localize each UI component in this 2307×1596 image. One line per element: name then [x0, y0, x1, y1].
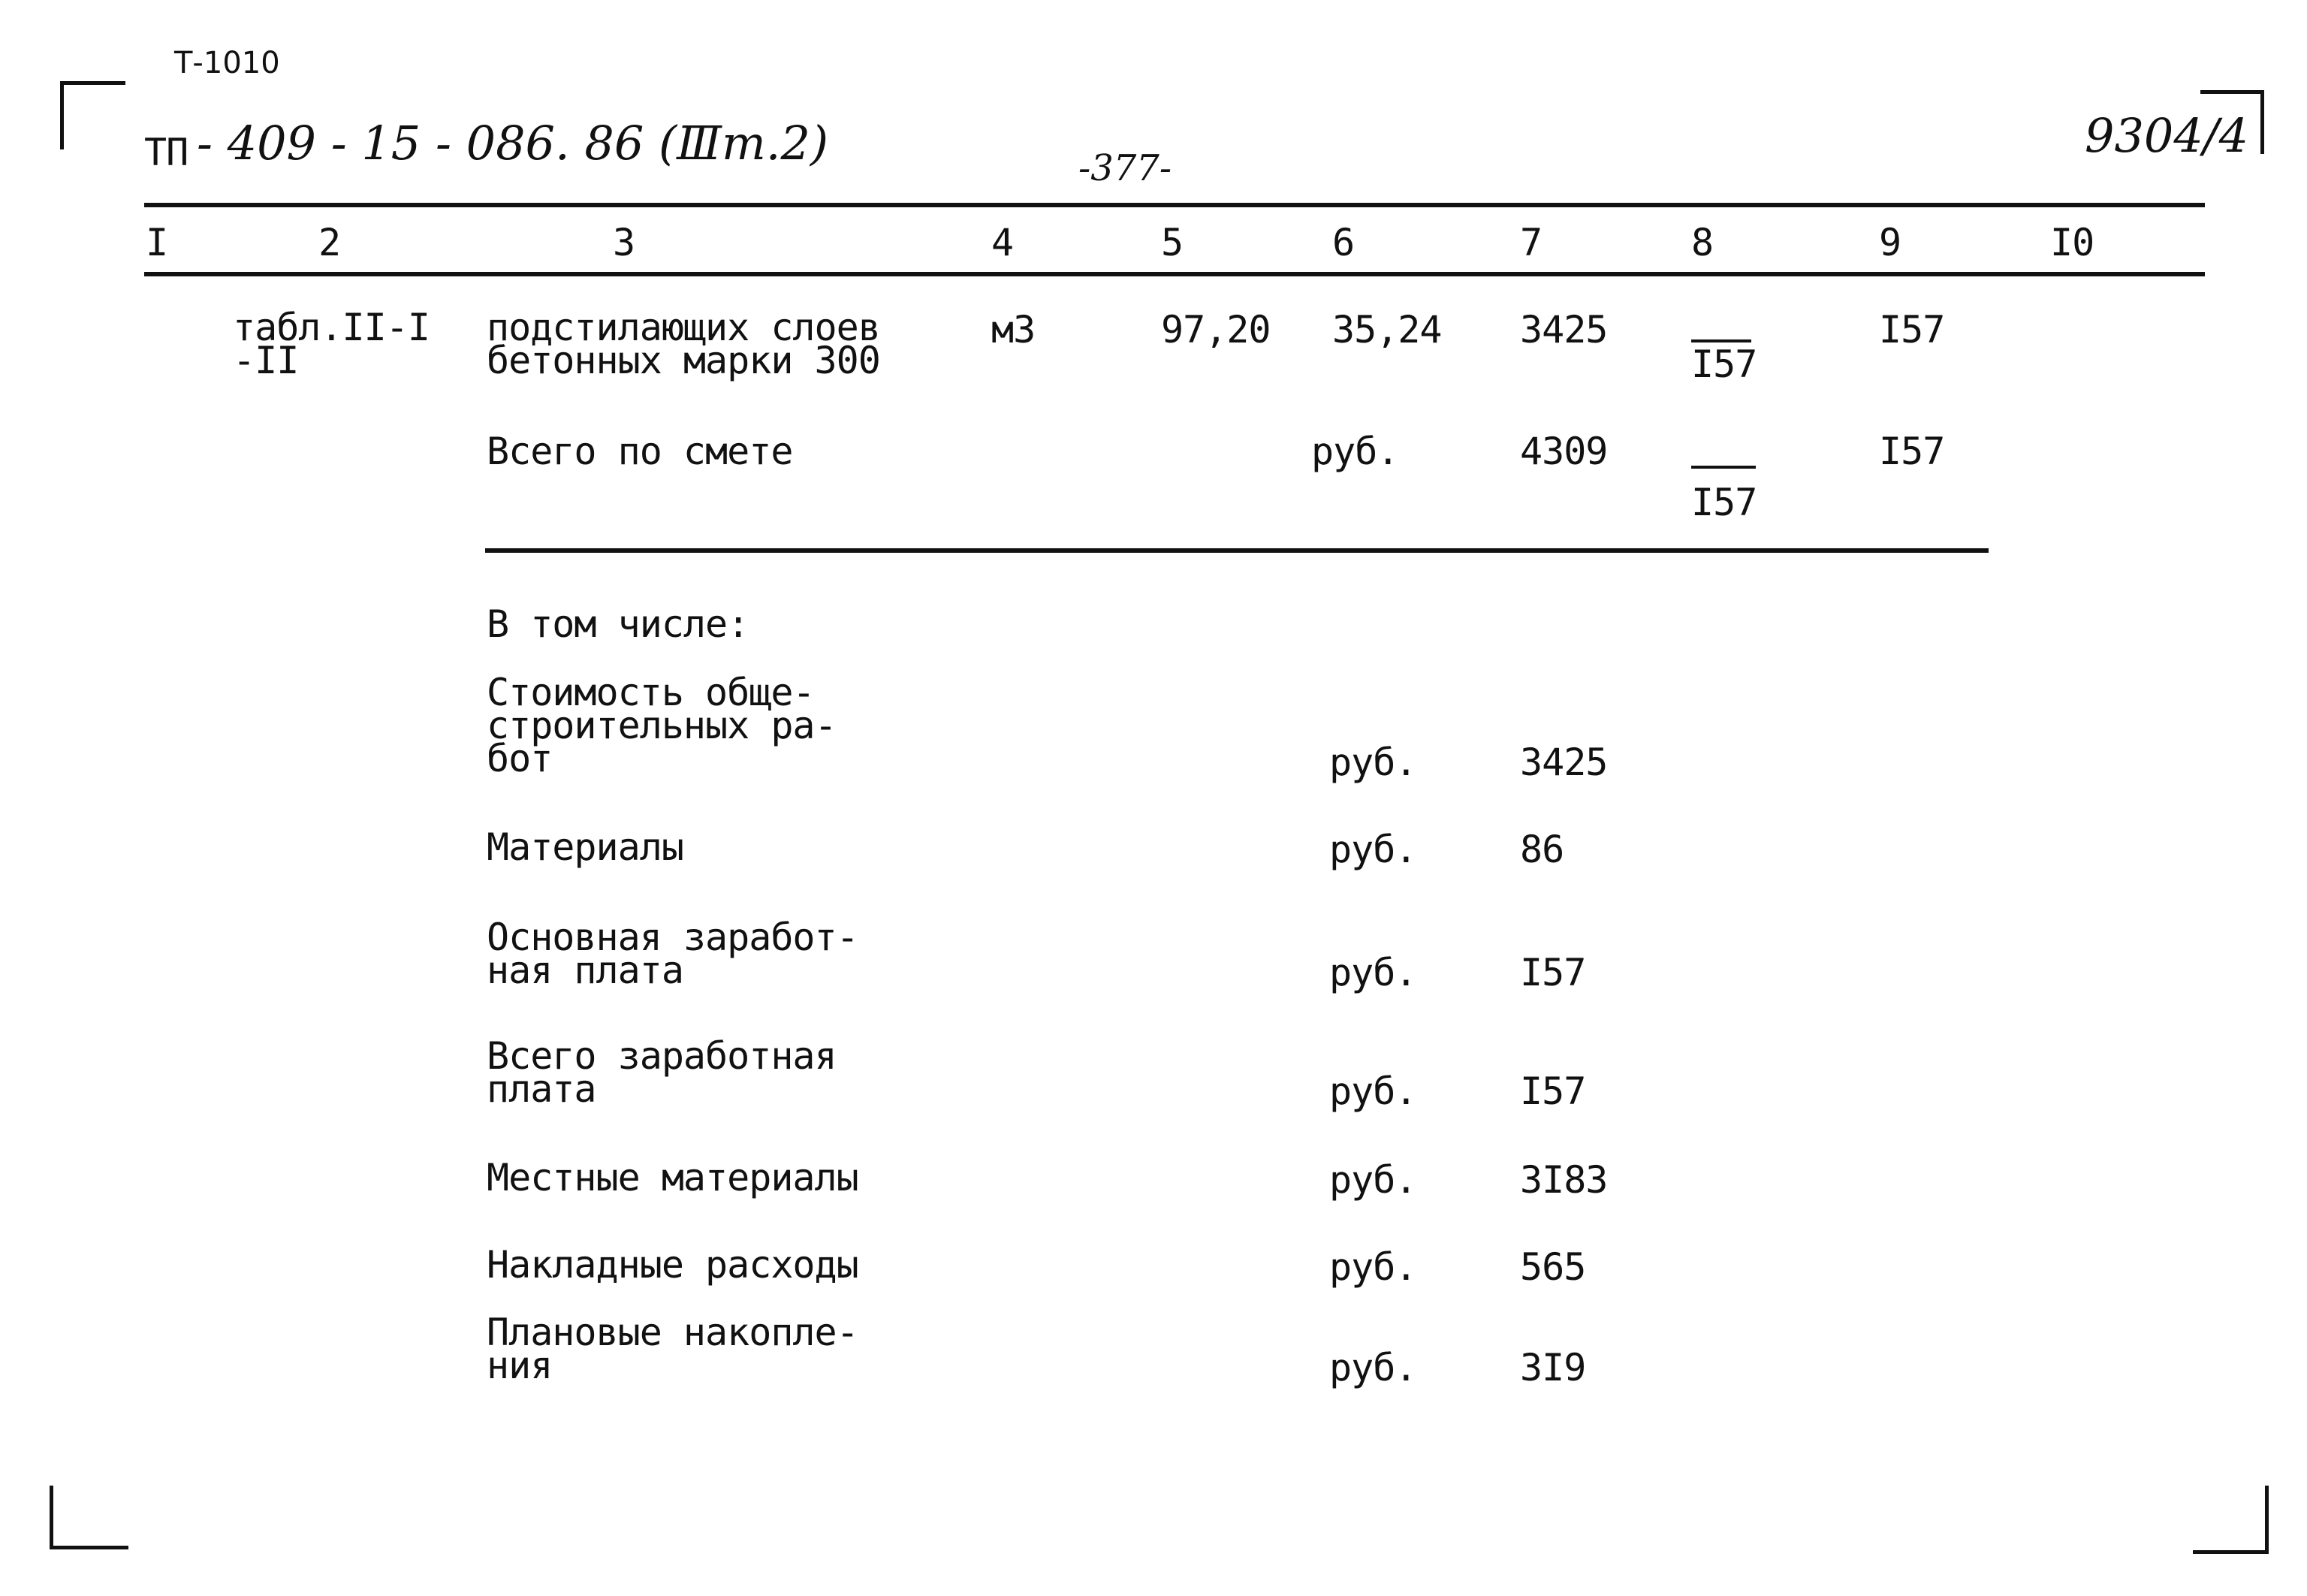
column-number: I	[146, 221, 168, 264]
breakdown-value: 3I9	[1520, 1346, 1586, 1389]
breakdown-value: 3I83	[1520, 1158, 1608, 1202]
entry-name: подстилающих слоев бетонных марки 300	[487, 306, 880, 382]
frame-corner-bottom-right	[2193, 1486, 2269, 1554]
entry-reference: табл.II-I -II	[233, 306, 430, 382]
doc-prefix: ТП	[144, 131, 188, 174]
column-number: 4	[991, 221, 1014, 264]
breakdown-unit: руб.	[1329, 1346, 1417, 1389]
entry-unit-price: 35,24	[1332, 308, 1442, 351]
entry-quantity: 97,20	[1161, 308, 1271, 351]
breakdown-value: 86	[1520, 828, 1564, 871]
breakdown-label: Всего заработная плата	[487, 1034, 837, 1111]
including-label: В том числе:	[487, 602, 749, 646]
page-number: -377-	[1078, 147, 1172, 189]
doc-code-top: Т-1010	[174, 46, 280, 80]
breakdown-value: I57	[1520, 1070, 1586, 1113]
header-bottom-rule	[144, 272, 2205, 276]
frame-corner-bottom-left	[50, 1486, 128, 1549]
column-number: I0	[2050, 221, 2094, 264]
column-number: 6	[1332, 221, 1355, 264]
header-top-rule	[144, 203, 2205, 207]
breakdown-unit: руб.	[1329, 741, 1417, 784]
breakdown-value: I57	[1520, 951, 1586, 994]
breakdown-label: Местные материалы	[487, 1156, 858, 1199]
total-col8-overline	[1691, 466, 1756, 469]
total-col8: I57	[1691, 481, 1757, 524]
breakdown-value: 3425	[1520, 741, 1608, 784]
breakdown-label: Материалы	[487, 825, 683, 869]
breakdown-label: Стоимость обще- строительных ра- бот	[487, 671, 837, 780]
total-value: 4309	[1520, 430, 1608, 473]
column-number: 5	[1161, 221, 1184, 264]
entry-col8: I57	[1691, 342, 1757, 386]
breakdown-label: Плановые накопле- ния	[487, 1311, 858, 1387]
breakdown-unit: руб.	[1329, 1245, 1417, 1289]
entry-unit: м3	[991, 308, 1036, 351]
column-number: 9	[1879, 221, 1901, 264]
column-number: 7	[1520, 221, 1543, 264]
breakdown-unit: руб.	[1329, 951, 1417, 994]
column-number: 2	[318, 221, 341, 264]
breakdown-label: Накладные расходы	[487, 1243, 858, 1287]
doc-number: - 409 - 15 - 086. 86 (Ⅲт.2)	[197, 116, 829, 170]
total-unit: руб.	[1311, 430, 1399, 473]
total-col9: I57	[1879, 430, 1945, 473]
breakdown-unit: руб.	[1329, 828, 1417, 871]
breakdown-label: Основная заработ- ная плата	[487, 916, 858, 992]
entry-total: 3425	[1520, 308, 1608, 351]
entry-col9: I57	[1879, 308, 1945, 351]
column-number: 3	[613, 221, 635, 264]
breakdown-unit: руб.	[1329, 1158, 1417, 1202]
total-rule	[485, 548, 1989, 553]
breakdown-unit: руб.	[1329, 1070, 1417, 1113]
total-label: Всего по смете	[487, 430, 793, 473]
sheet-code: 9304/4	[2085, 108, 2249, 163]
frame-corner-top-left	[60, 81, 125, 149]
column-number: 8	[1691, 221, 1714, 264]
breakdown-value: 565	[1520, 1245, 1586, 1289]
